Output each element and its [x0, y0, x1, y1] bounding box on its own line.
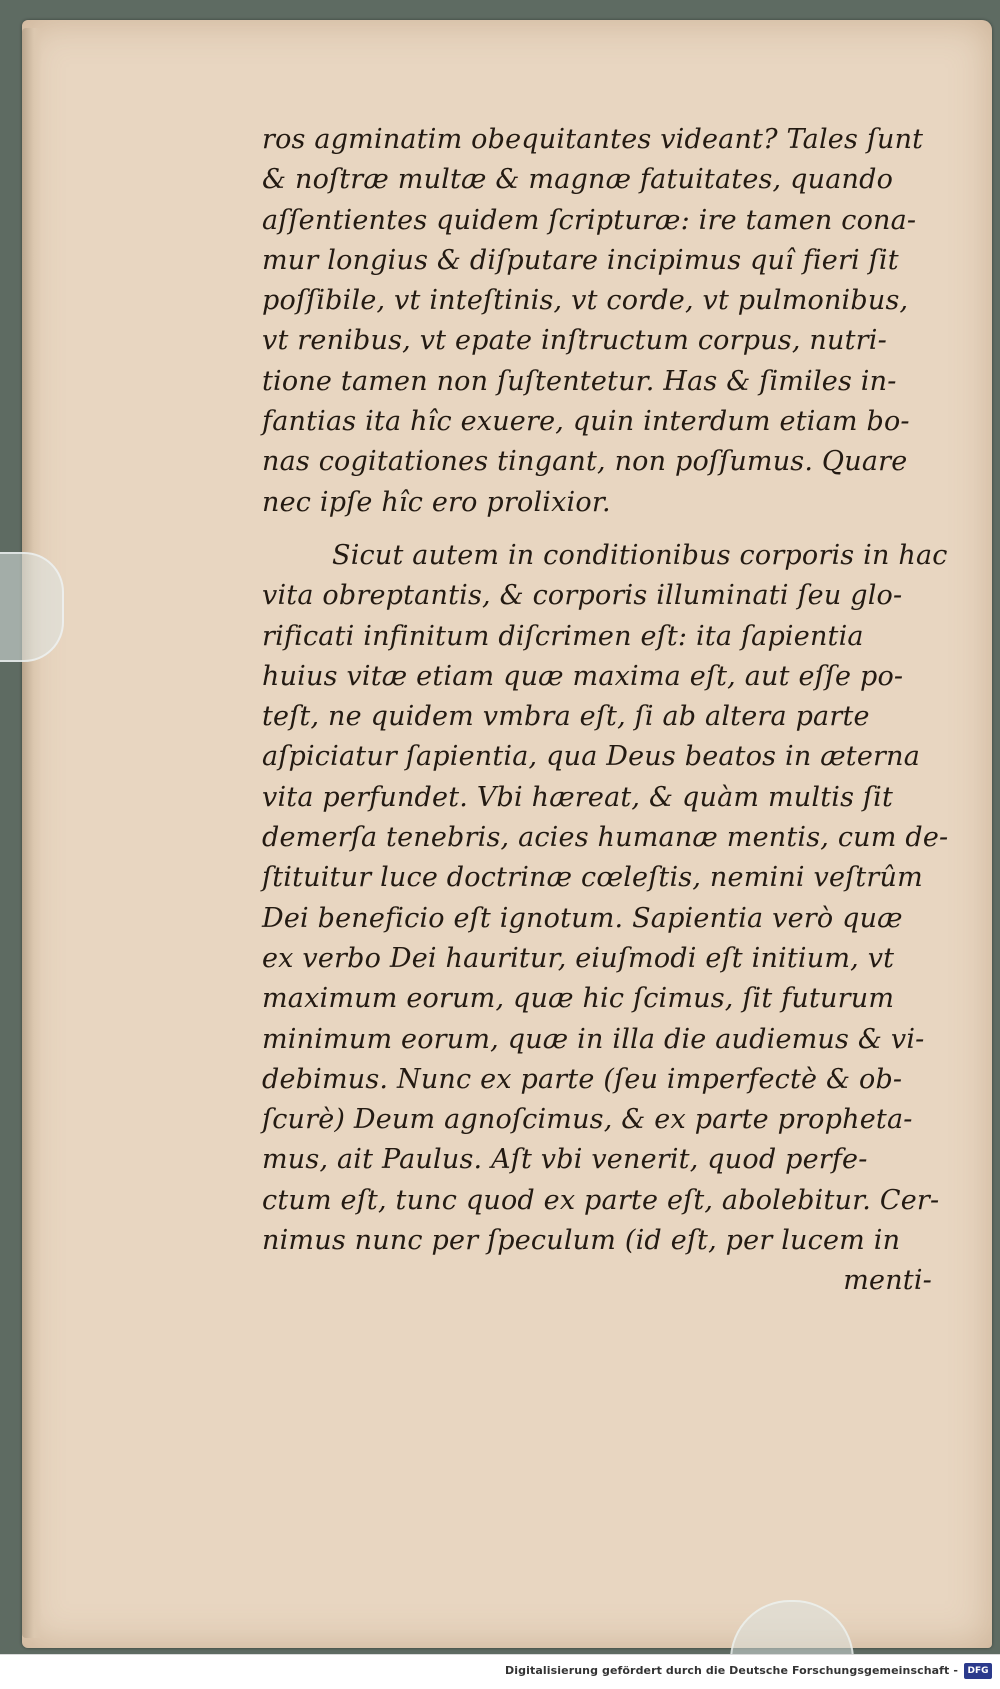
- text-line: mus, ait Paulus. Aſt vbi venerit, quod perfe-: [262, 1144, 868, 1176]
- text-line: ros agminatim obequitantes videant? Tales ſunt: [262, 124, 924, 155]
- text-line: fantias ita hîc exuere, quin interdum etiam bo-: [262, 406, 910, 438]
- text-line: aſpiciatur ſapientia, qua Deus beatos in æterna: [262, 741, 921, 773]
- text-line: debimus. Nunc ex parte (ſeu imperfectè & ob-: [262, 1063, 903, 1095]
- page-clip: [0, 552, 64, 662]
- text-line: vita perfundet. Vbi hæreat, & quàm multis ſit: [262, 781, 894, 813]
- paragraph-first-line: Sicut autem in conditionibus corporis in hac: [332, 539, 948, 571]
- text-line: ſtituitur luce doctrinæ cœleſtis, nemini veſtrûm: [262, 862, 923, 894]
- text-line: aſſentientes quidem ſcripturæ: ire tamen cona-: [262, 204, 917, 236]
- text-line: & noſtræ multæ & magnæ fatuitates, quando: [262, 164, 894, 196]
- text-line: maximum eorum, quæ hic ſcimus, ſit futurum: [262, 983, 895, 1015]
- text-line: nimus nunc per ſpeculum (id eſt, per lucem in: [262, 1225, 901, 1257]
- text-line: nas cogitationes tingant, non poſſumus. Quare: [262, 446, 908, 478]
- text-line: demerſa tenebris, acies humanæ mentis, cum de-: [262, 822, 949, 854]
- digitization-footer: [0, 1654, 1000, 1689]
- text-line: vt renibus, vt epate inſtructum corpus, nutri-: [262, 325, 887, 357]
- funding-credit: Digitalisierung gefördert durch die Deutsche Forschungsgemeinschaft -: [505, 1664, 958, 1677]
- text-line: vita obreptantis, & corporis illuminati ſeu glo-: [262, 580, 903, 612]
- text-line: ſcurè) Deum agnoſcimus, & ex parte propheta-: [262, 1104, 913, 1136]
- paragraph-gap: [262, 523, 952, 536]
- dfg-logo: DFG: [964, 1663, 992, 1679]
- text-line: minimum eorum, quæ in illa die audiemus & vi-: [262, 1023, 925, 1055]
- text-line: huius vitæ etiam quæ maxima eſt, aut eſſe po-: [262, 660, 904, 692]
- text-line: poſſibile, vt inteſtinis, vt corde, vt pulmonibus,: [262, 285, 909, 317]
- page-text: [262, 120, 952, 1302]
- text-line: ctum eſt, tunc quod ex parte eſt, abolebitur. Cer-: [262, 1184, 940, 1216]
- catchword: menti-: [843, 1265, 932, 1297]
- page-binding-edge: [22, 28, 42, 1638]
- text-line: tione tamen non ſuſtentetur. Has & ſimiles in-: [262, 365, 897, 397]
- text-line: Dei beneficio eſt ignotum. Sapientia verò quæ: [262, 902, 903, 934]
- text-line: ex verbo Dei hauritur, eiuſmodi eſt initium, vt: [262, 942, 895, 974]
- text-line: nec ipſe hîc ero prolixior.: [262, 486, 611, 518]
- text-line: teſt, ne quidem vmbra eſt, ſi ab altera parte: [262, 701, 870, 733]
- text-line: rificati infinitum diſcrimen eſt: ita ſapientia: [262, 620, 864, 652]
- text-line: mur longius & diſputare incipimus quî fieri ſit: [262, 244, 899, 276]
